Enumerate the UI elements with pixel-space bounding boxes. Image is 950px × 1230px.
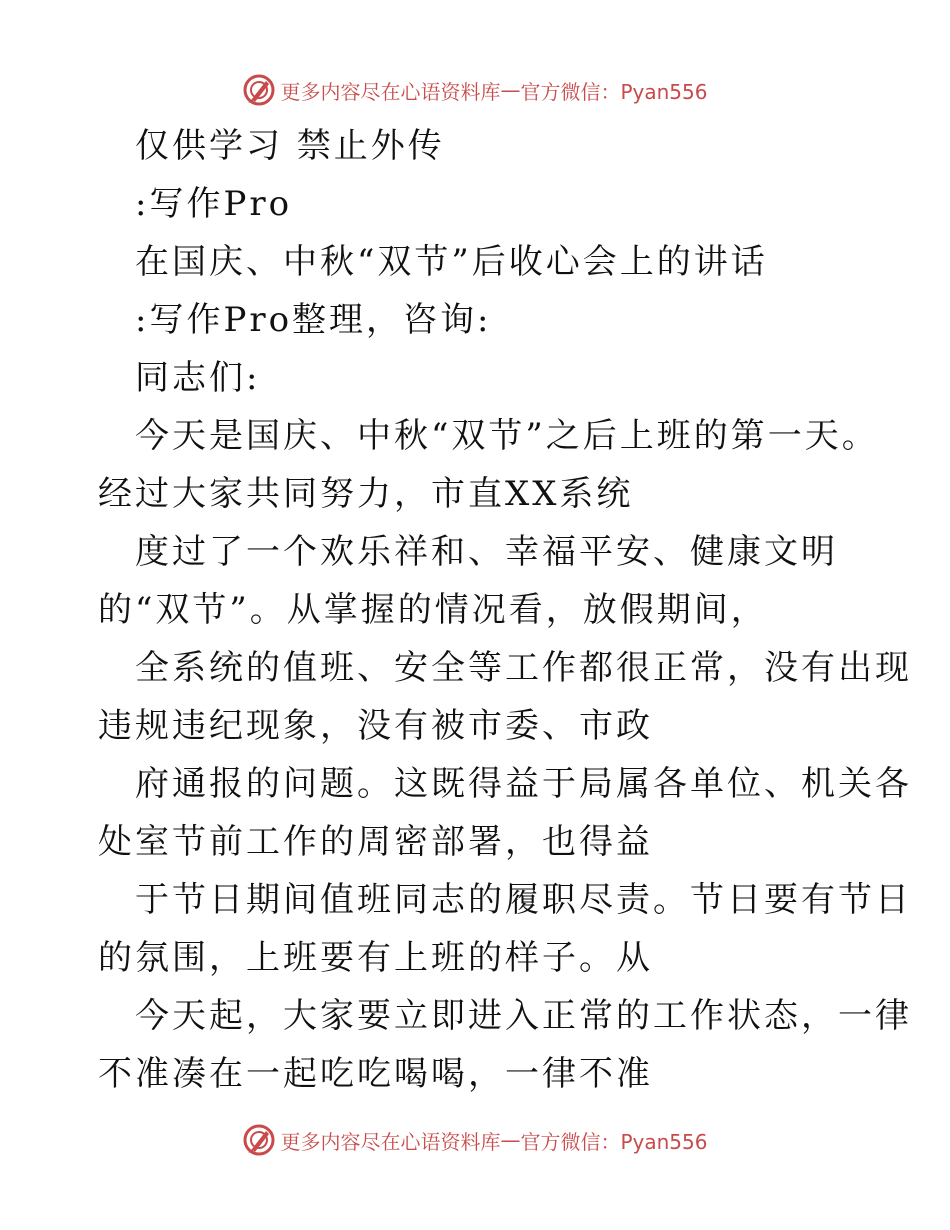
- doc-line: 仅供学习 禁止外传: [135, 126, 445, 166]
- doc-line: 违规违纪现象，没有被市委、市政: [98, 706, 653, 746]
- doc-line: 的氛围，上班要有上班的样子。从: [98, 938, 653, 978]
- doc-salutation: 同志们:: [135, 358, 261, 398]
- doc-line: 今天是国庆、中秋“双节”之后上班的第一天。: [135, 416, 879, 456]
- watermark-text: 更多内容尽在心语资料库: [280, 1129, 501, 1154]
- doc-line: 于节日期间值班同志的履职尽责。节日要有节日: [135, 880, 912, 920]
- watermark-contact: 官方微信：Pyan556: [520, 1129, 708, 1154]
- doc-line: 度过了一个欢乐祥和、幸福平安、健康文明: [135, 532, 838, 572]
- doc-title: 在国庆、中秋“双节”后收心会上的讲话: [135, 242, 768, 282]
- watermark-text: 更多内容尽在心语资料库: [280, 79, 501, 104]
- doc-line: 经过大家共同努力，市直XX系统: [98, 474, 634, 514]
- pen-logo-icon: [242, 1123, 276, 1157]
- doc-line: :写作Pro: [135, 184, 293, 224]
- doc-line: 的“双节”。从掌握的情况看，放假期间，: [98, 590, 768, 630]
- doc-line: 府通报的问题。这既得益于局属各单位、机关各: [135, 764, 912, 804]
- pen-logo-icon: [242, 73, 276, 107]
- watermark-banner-bottom: [0, 1120, 950, 1160]
- doc-line: 今天起，大家要立即进入正常的工作状态，一律: [135, 996, 912, 1036]
- doc-line: 不准凑在一起吃吃喝喝，一律不准: [98, 1054, 653, 1094]
- watermark-separator: —: [500, 1128, 521, 1152]
- doc-line: :写作Pro整理，咨询:: [135, 300, 492, 340]
- watermark-separator: —: [500, 78, 521, 102]
- watermark-contact: 官方微信：Pyan556: [520, 79, 708, 104]
- doc-line: 全系统的值班、安全等工作都很正常，没有出现: [135, 648, 912, 688]
- doc-line: 处室节前工作的周密部署，也得益: [98, 822, 653, 862]
- watermark-banner-top: [0, 70, 950, 110]
